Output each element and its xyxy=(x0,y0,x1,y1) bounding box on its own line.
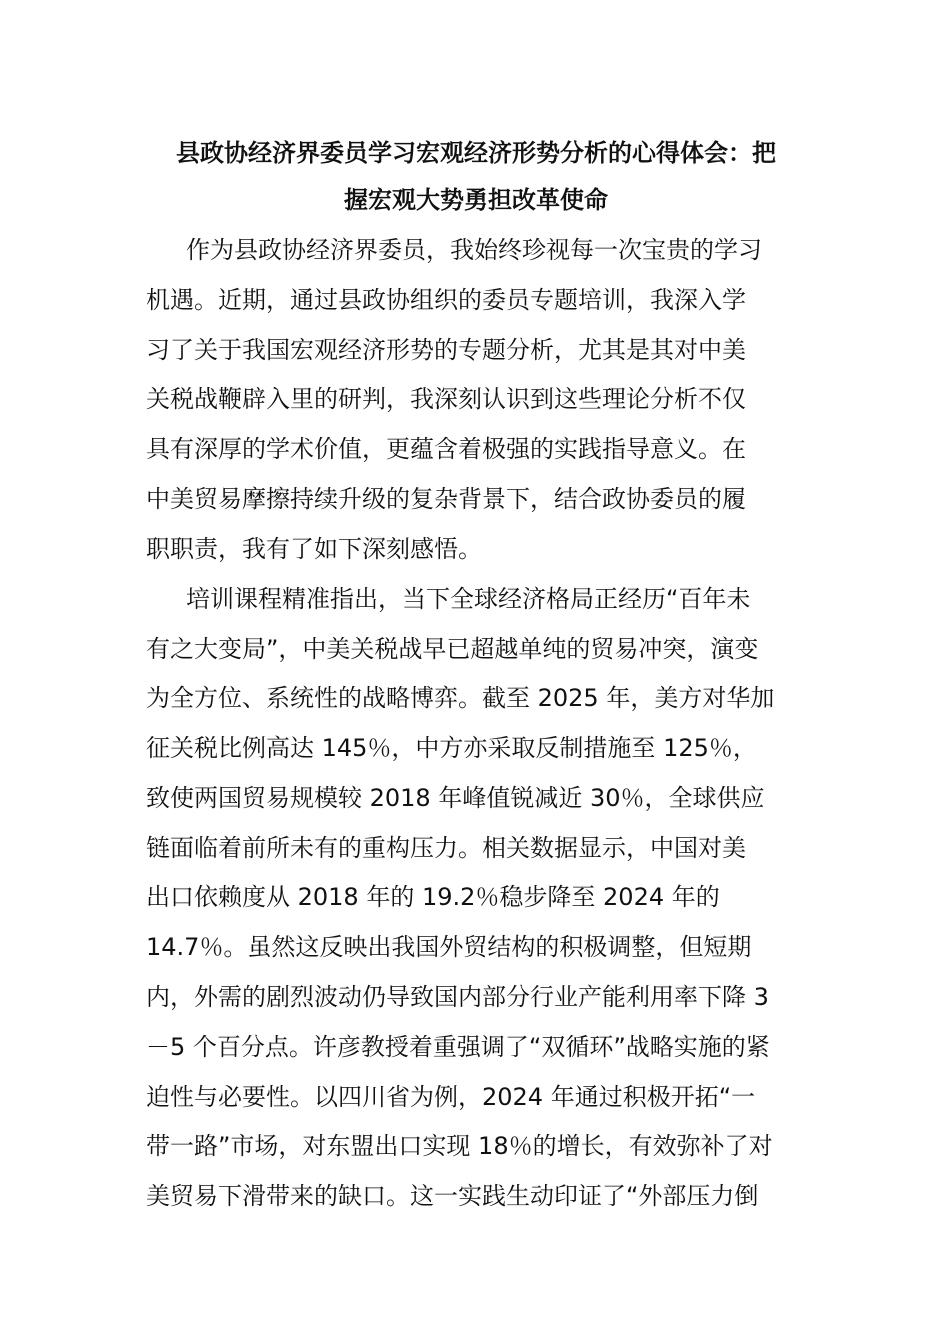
body-line: 职职责，我有了如下深刻感悟。 xyxy=(146,535,482,563)
body-line: 迫性与必要性。以四川省为例，2024 年通过积极开拓“一 xyxy=(146,1083,756,1111)
body-line: 习了关于我国宏观经济形势的专题分析，尤其是其对中美 xyxy=(146,336,746,364)
body-line: 出口依赖度从 2018 年的 19.2％稳步降至 2024 年的 xyxy=(146,883,720,911)
body-line: 征关税比例高达 145％，中方亦采取反制措施至 125％， xyxy=(146,734,757,762)
body-line: 有之大变局”，中美关税战早已超越单纯的贸易冲突，演变 xyxy=(146,635,759,663)
body-line: 14.7％。虽然这反映出我国外贸结构的积极调整，但短期 xyxy=(146,933,752,961)
body-line: 美贸易下滑带来的缺口。这一实践生动印证了“外部压力倒 xyxy=(146,1182,759,1210)
body-line: 具有深厚的学术价值，更蕴含着极强的实践指导意义。在 xyxy=(146,435,746,463)
body-line: 中美贸易摩擦持续升级的复杂背景下，结合政协委员的履 xyxy=(146,485,746,513)
body-line: 内，外需的剧烈波动仍导致国内部分行业产能利用率下降 3 xyxy=(146,983,769,1011)
body-line: －5 个百分点。许彦教授着重强调了“双循环”战略实施的紧 xyxy=(146,1033,770,1061)
body-line: 培训课程精准指出，当下全球经济格局正经历“百年未 xyxy=(186,585,751,613)
body-line: 带一路”市场，对东盟出口实现 18％的增长，有效弥补了对 xyxy=(146,1132,773,1160)
body-line: 机遇。近期，通过县政协组织的委员专题培训，我深入学 xyxy=(146,286,746,314)
body-line: 链面临着前所未有的重构压力。相关数据显示，中国对美 xyxy=(146,834,746,862)
document-title-line-2: 握宏观大势勇担改革使命 xyxy=(344,186,608,214)
body-line: 作为县政协经济界委员，我始终珍视每一次宝贵的学习 xyxy=(186,236,762,264)
body-line: 致使两国贸易规模较 2018 年峰值锐减近 30％，全球供应 xyxy=(146,784,765,812)
document-title-line-1: 县政协经济界委员学习宏观经济形势分析的心得体会：把 xyxy=(176,139,776,167)
body-line: 关税战鞭辟入里的研判，我深刻认识到这些理论分析不仅 xyxy=(146,385,746,413)
body-line: 为全方位、系统性的战略博弈。截至 2025 年，美方对华加 xyxy=(146,684,775,712)
